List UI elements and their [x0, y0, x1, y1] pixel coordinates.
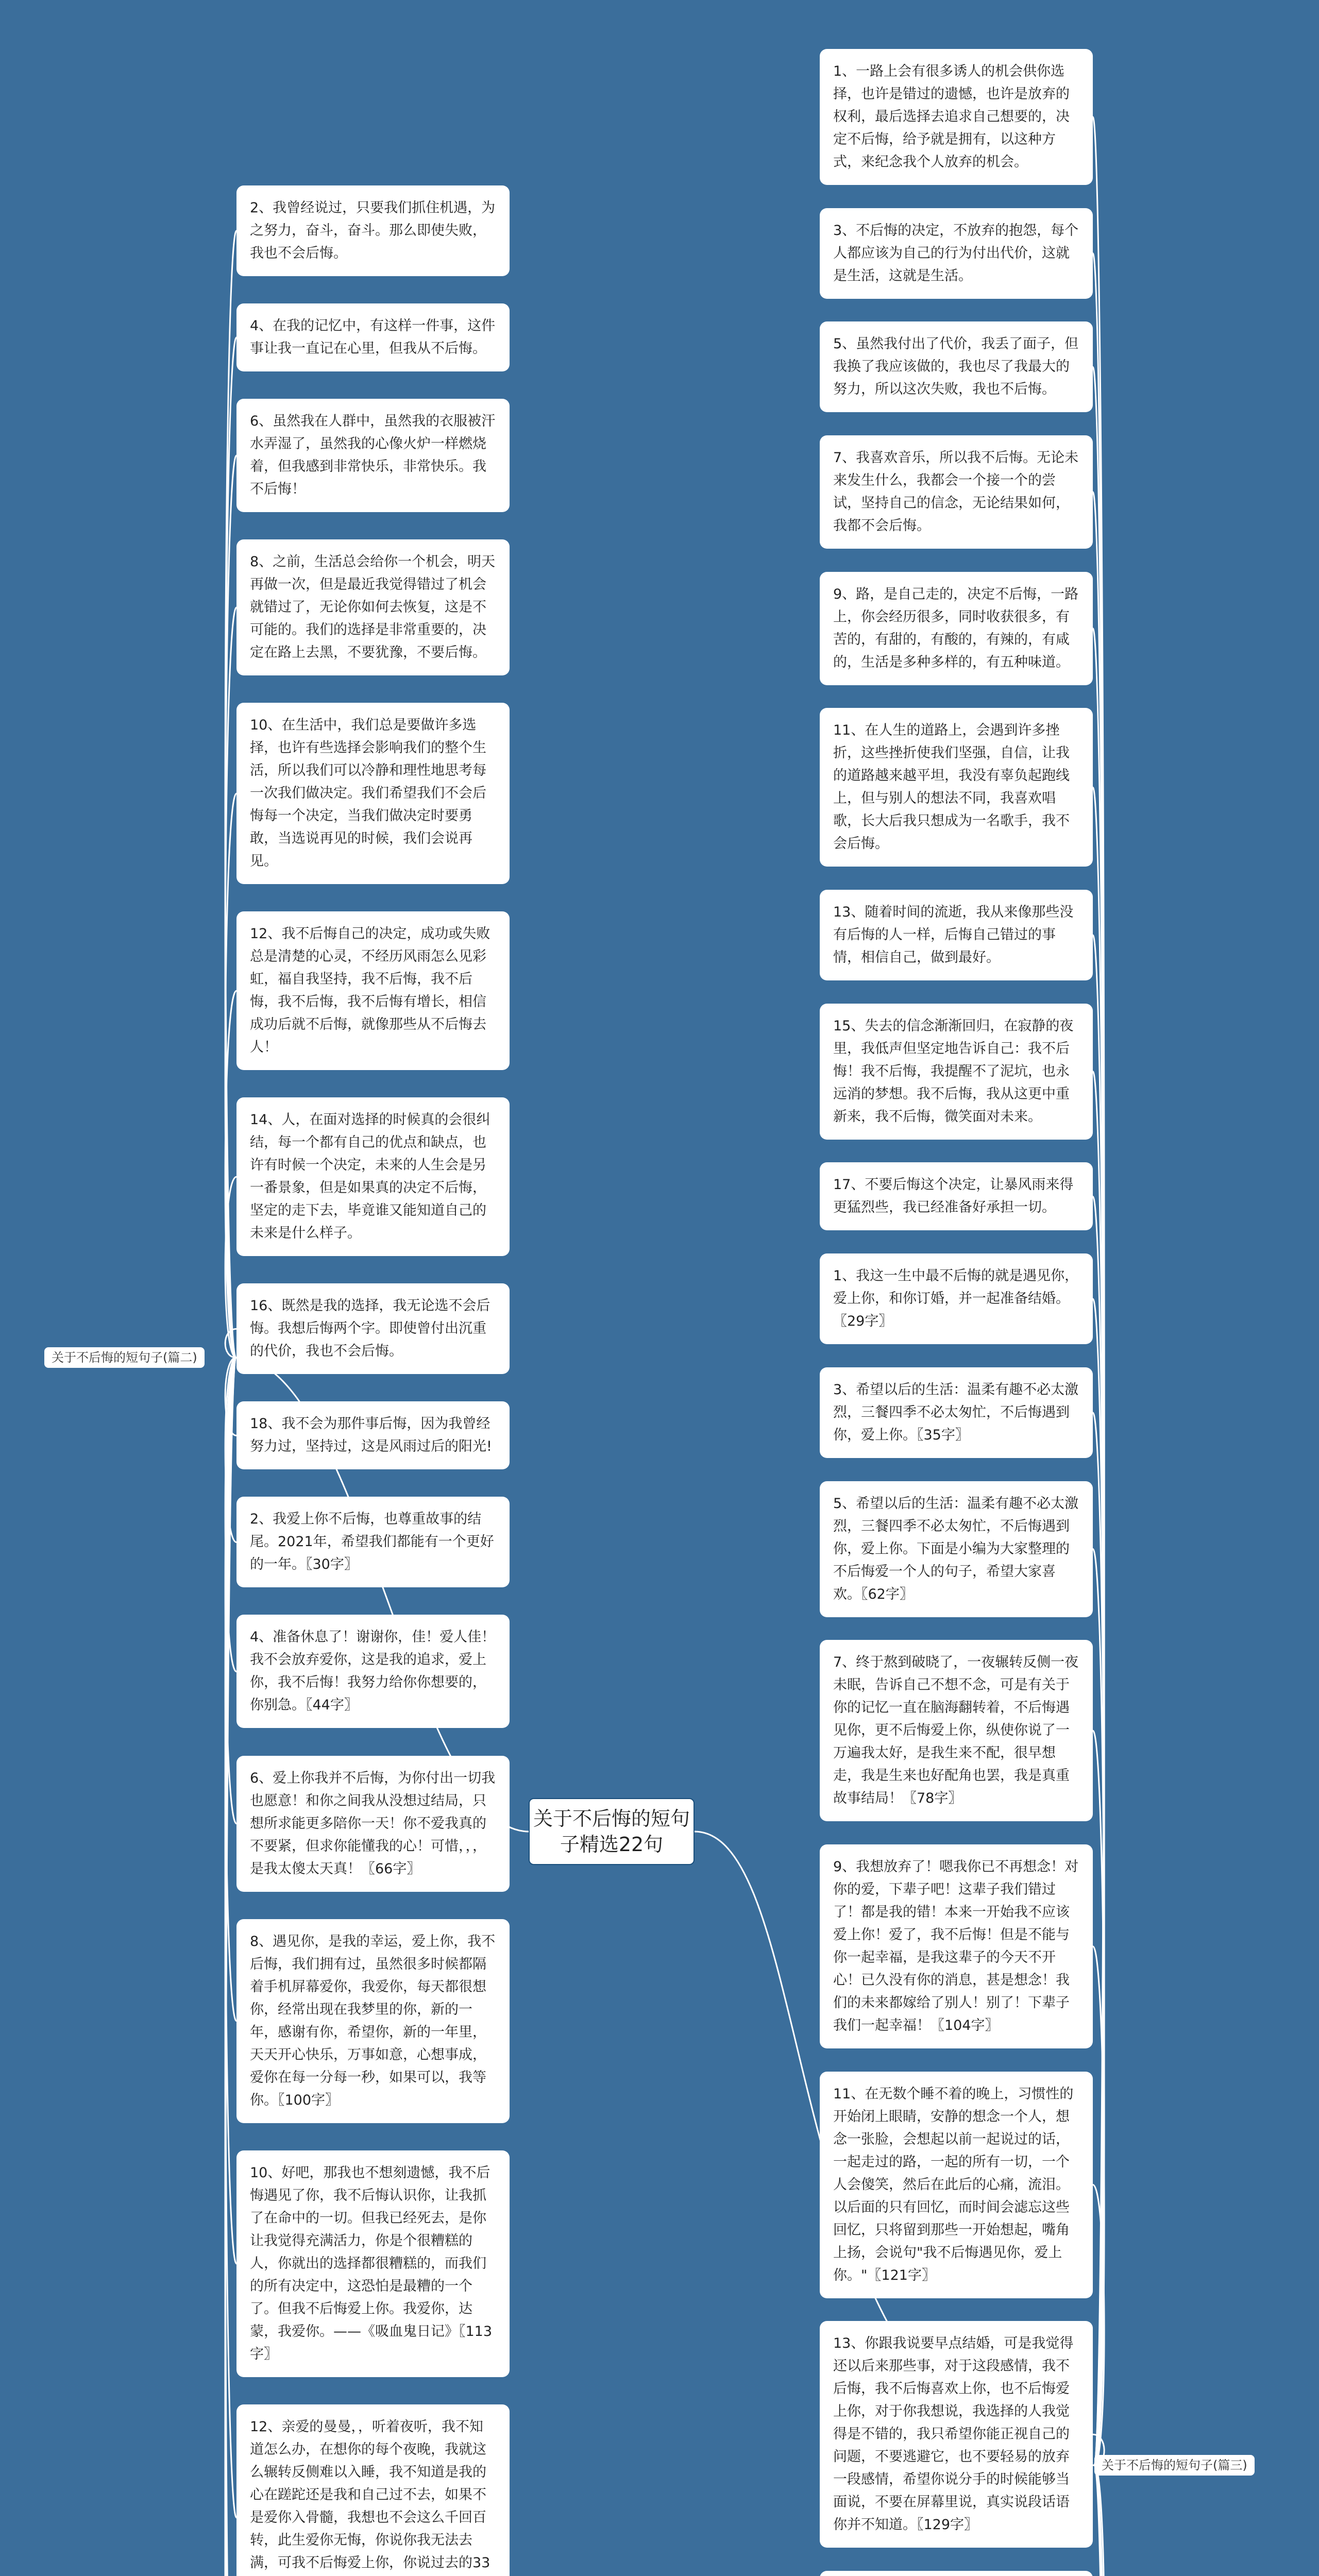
link-right-17 — [1093, 2465, 1104, 2576]
left-items-13[interactable]: 8、遇见你，是我的幸运，爱上你，我不后悔，我们拥有过，虽然很多时候都隔着手机屏幕爱你，我爱你，每天都很想你，经常出现在我梦里的你，新的一年，感谢有你，希望你，新的一年里，天天开心快乐，万事如意，心想事成，爱你在每一分每一秒，如果可以，我等你。〖100字〗 — [236, 1919, 510, 2123]
link-right-11 — [1093, 1413, 1104, 2465]
link-left-20 — [225, 1358, 236, 2576]
link-left-1 — [225, 231, 236, 1358]
link-left-22 — [225, 1358, 236, 2576]
left-items-4[interactable]: 8、之前，生活总会给你一个机会，明天再做一次，但是最近我觉得错过了机会就错过了，无论你如何去恢复，这是不可能的。我们的选择是非常重要的，决定在路上去黑，不要犹豫，不要后悔。 — [236, 539, 510, 675]
link-right-15 — [1093, 2185, 1104, 2465]
left-items-15[interactable]: 12、亲爱的曼曼，，听着夜听，我不知道怎么办，在想你的每个夜晚，我就这么辗转反侧难以入睡，我不知道是我的心在蹉跎还是我和自己过不去，如果不是爱你入骨髓，我想也不会这么千回百转，此生爱你无悔，你说你我无法去满，可我不后悔爱上你，你说过去的33 — [236, 2404, 510, 2576]
right-items-8[interactable]: 15、失去的信念渐渐回归，在寂静的夜里，我低声但坚定地告诉自己：我不后悔！我不后悔，我提醒不了泥坑，也永远消的梦想。我不后悔，我从这更中重新来，我不后悔，微笑面对未来。 — [820, 1004, 1093, 1140]
link-right-10 — [1093, 1299, 1104, 2465]
link-right-1 — [1093, 117, 1104, 2465]
link-left-4 — [225, 607, 236, 1358]
link-left-7 — [225, 1177, 236, 1358]
link-left-18 — [225, 1358, 236, 2576]
left-items-6[interactable]: 12、我不后悔自己的决定，成功或失败总是清楚的心灵，不经历风雨怎么见彩虹，福自我坚持，我不后悔，我不后悔，我不后悔，我不后悔有增长，相信成功后就不后悔，就像那些从不后悔去人！ — [236, 911, 510, 1070]
right-items-5[interactable]: 9、路，是自己走的，决定不后悔，一路上，你会经历很多，同时收获很多，有苦的，有甜的，有酸的，有辣的，有咸的，生活是多种多样的，有五种味道。 — [820, 572, 1093, 685]
left-items-10[interactable]: 2、我爱上你不后悔，也尊重故事的结尾。2021年，希望我们都能有一个更好的一年。〖30字〗 — [236, 1497, 510, 1587]
link-right-13 — [1093, 1731, 1104, 2465]
link-right-21 — [1093, 2465, 1104, 2576]
right-items-2-3[interactable]: 5、希望以后的生活：温柔有趣不必太激烈，三餐四季不必太匆忙，不后悔遇到你，爱上你。下面是小编为大家整理的不后悔爱一个人的句子，希望大家喜欢。〖62字〗 — [820, 1481, 1093, 1617]
right-items-1[interactable]: 1、一路上会有很多诱人的机会供你选择，也许是错过的遗憾，也许是放弃的权利，最后选择去追求自己想要的，决定不后悔，给予就是拥有，以这种方式，来纪念我个人放弃的机会。 — [820, 49, 1093, 185]
left-items-7[interactable]: 14、人，在面对选择的时候真的会很纠结，每一个都有自己的优点和缺点，也许有时候一个决定，未来的人生会是另一番景象，但是如果真的决定不后悔，坚定的走下去，毕竟谁又能知道自己的未来是什么样子。 — [236, 1097, 510, 1256]
right-items-2-8[interactable] — [820, 2571, 1093, 2576]
link-left-10 — [225, 1358, 236, 1542]
link-right-22 — [1093, 2465, 1104, 2576]
right-items-2[interactable]: 3、不后悔的决定，不放弃的抱怨，每个人都应该为自己的行为付出代价，这就是生活，这就是生活。 — [820, 208, 1093, 299]
root-topic[interactable]: 关于不后悔的短句子精选22句 — [529, 1798, 695, 1865]
link-left-2 — [225, 337, 236, 1358]
left-items-14[interactable]: 10、好吧，那我也不想刻遗憾，我不后悔遇见了你，我不后悔认识你，让我抓了在命中的一切。但我已经死去，是你让我觉得充满活力，你是个很糟糕的人，你就出的选择都很糟糕的，而我们的所有决定中，这恐怕是最糟的一个了。但我不后悔爱上你。我爱你，达蒙，我爱你。——《吸血鬼日记》〖113字〗 — [236, 2150, 510, 2377]
link-left-15 — [225, 1358, 236, 2518]
link-right-7 — [1093, 935, 1104, 2465]
link-right-19 — [1093, 2465, 1104, 2576]
link-right-3 — [1093, 367, 1104, 2465]
right-items-7[interactable]: 13、随着时间的流逝，我从来像那些没有后悔的人一样，后悔自己错过的事情，相信自己，做到最好。 — [820, 890, 1093, 980]
right-items-2-5[interactable]: 9、我想放弃了！嗯我你已不再想念！对你的爱，下辈子吧！这辈子我们错过了！都是我的错！本来一开始我不应该爱上你！爱了，我不后悔！但是不能与你一起幸福，是我这辈子的今天不开心！已久没有你的消息，甚是想念！我们的未来都嫁给了别人！别了！下辈子我们一起幸福！〖104字〗 — [820, 1844, 1093, 2048]
link-right-9 — [1093, 1196, 1104, 2465]
right-items-2-2[interactable]: 3、希望以后的生活：温柔有趣不必太激烈，三餐四季不必太匆忙，不后悔遇到你，爱上你。〖35字〗 — [820, 1367, 1093, 1458]
link-left-19 — [225, 1358, 236, 2576]
left-items-1[interactable]: 2、我曾经说过，只要我们抓住机遇，为之努力，奋斗，奋斗。那么即使失败，我也不会后悔。 — [236, 185, 510, 276]
link-right-6 — [1093, 787, 1104, 2465]
left-branch-tag[interactable]: 关于不后悔的短句子(篇二) — [44, 1347, 205, 1368]
link-left-11 — [225, 1358, 236, 1671]
right-items-2-7[interactable]: 13、你跟我说要早点结婚，可是我觉得还以后来那些事，对于这段感情，我不后悔，我不后悔喜欢上你，也不后悔爱上你，对于你我想说，我选择的人我觉得是不错的，我只希望你能正视自己的问题，不要逃避它，也不要轻易的放弃一段感情，希望你说分手的时候能够当面说，不要在屏幕里说，真实说段话语你并不知道。〖129字〗 — [820, 2321, 1093, 2548]
left-items-11[interactable]: 4、准备休息了！谢谢你，佳！爱人佳！我不会放弃爱你，这是我的追求，爱上你，我不后悔！我努力给你你想要的，你别急。〖44字〗 — [236, 1615, 510, 1728]
link-right-4 — [1093, 492, 1104, 2465]
right-items-6[interactable]: 11、在人生的道路上，会遇到许多挫折，这些挫折使我们坚强，自信，让我的道路越来越平坦，我没有辜负起跑线上，但与别人的想法不同，我喜欢唱歌，长大后我只想成为一名歌手，我不会后悔。 — [820, 708, 1093, 867]
left-items-12[interactable]: 6、爱上你我并不后悔，为你付出一切我也愿意！和你之间我从没想过结局，只想所求能更多陪你一天！你不爱我真的不要紧，但求你能懂我的心！可惜，，，是我太傻太天真！〖66字〗 — [236, 1756, 510, 1892]
link-right-2 — [1093, 253, 1104, 2465]
right-items-9[interactable]: 17、不要后悔这个决定，让暴风雨来得更猛烈些，我已经准备好承担一切。 — [820, 1162, 1093, 1230]
right-items-4[interactable]: 7、我喜欢音乐，所以我不后悔。无论未来发生什么，我都会一个接一个的尝试，坚持自己的信念，无论结果如何，我都不会后悔。 — [820, 435, 1093, 549]
link-left-9 — [225, 1358, 236, 1435]
link-left-21 — [225, 1358, 236, 2576]
link-right-12 — [1093, 1549, 1104, 2466]
link-left-8 — [225, 1329, 236, 1358]
link-right-8 — [1093, 1072, 1104, 2465]
left-items-3[interactable]: 6、虽然我在人群中，虽然我的衣服被汗水弄湿了，虽然我的心像火炉一样燃烧着，但我感到非常快乐，非常快乐。我不后悔！ — [236, 399, 510, 512]
link-left-14 — [225, 1358, 236, 2264]
link-left-17 — [225, 1358, 236, 2576]
right-items-2-6[interactable]: 11、在无数个睡不着的晚上，习惯性的开始闭上眼睛，安静的想念一个人，想念一张脸，会想起以前一起说过的话，一起走过的路，一起的所有一切，一个人会傻笑，然后在此后的心痛，流泪。以后面的只有回忆，而时间会滤忘这些回忆，只将留到那些一开始想起，嘴角上扬，会说句"我不后悔遇见你，爱上你。"〖121字〗 — [820, 2072, 1093, 2298]
link-right-23 — [1093, 2465, 1104, 2576]
link-right-20 — [1093, 2465, 1104, 2576]
link-left-5 — [225, 793, 236, 1358]
left-items-9[interactable]: 18、我不会为那件事后悔，因为我曾经努力过，坚持过，这是风雨过后的阳光! — [236, 1401, 510, 1469]
left-items-2[interactable]: 4、在我的记忆中，有这样一件事，这件事让我一直记在心里，但我从不后悔。 — [236, 303, 510, 371]
left-items-8[interactable]: 16、既然是我的选择，我无论选不会后悔。我想后悔两个字。即使曾付出沉重的代价，我也不会后悔。 — [236, 1283, 510, 1374]
right-items-3[interactable]: 5、虽然我付出了代价，我丢了面子，但我换了我应该做的，我也尽了我最大的努力，所以这次失败，我也不后悔。 — [820, 321, 1093, 412]
link-left-12 — [225, 1358, 236, 1824]
link-right-5 — [1093, 629, 1104, 2465]
link-left-13 — [225, 1358, 236, 2021]
left-items-5[interactable]: 10、在生活中，我们总是要做许多选择，也许有些选择会影响我们的整个生活，所以我们可以冷静和理性地思考每一次我们做决定。我们希望我们不会后悔每一个决定，当我们做决定时要勇敢，当选说再见的时候，我们会说再见。 — [236, 703, 510, 884]
link-left-16 — [225, 1358, 236, 2576]
link-right-18 — [1093, 2465, 1104, 2576]
right-branch-tag[interactable]: 关于不后悔的短句子(篇三) — [1094, 2455, 1255, 2476]
link-left-6 — [225, 991, 236, 1358]
link-right-14 — [1093, 1946, 1104, 2465]
right-items-2-1[interactable]: 1、我这一生中最不后悔的就是遇见你，爱上你，和你订婚，并一起准备结婚。〖29字〗 — [820, 1253, 1093, 1344]
right-items-2-4[interactable]: 7、终于熬到破晓了，一夜辗转反侧一夜未眠，告诉自己不想不念，可是有关于你的记忆一直在脑海翻转着，不后悔遇见你，更不后悔爱上你，纵使你说了一万遍我太好，是我生来不配，很早想走，我是生来也好配角也罢，我是真重故事结局！〖78字〗 — [820, 1640, 1093, 1821]
link-left-3 — [225, 455, 236, 1358]
